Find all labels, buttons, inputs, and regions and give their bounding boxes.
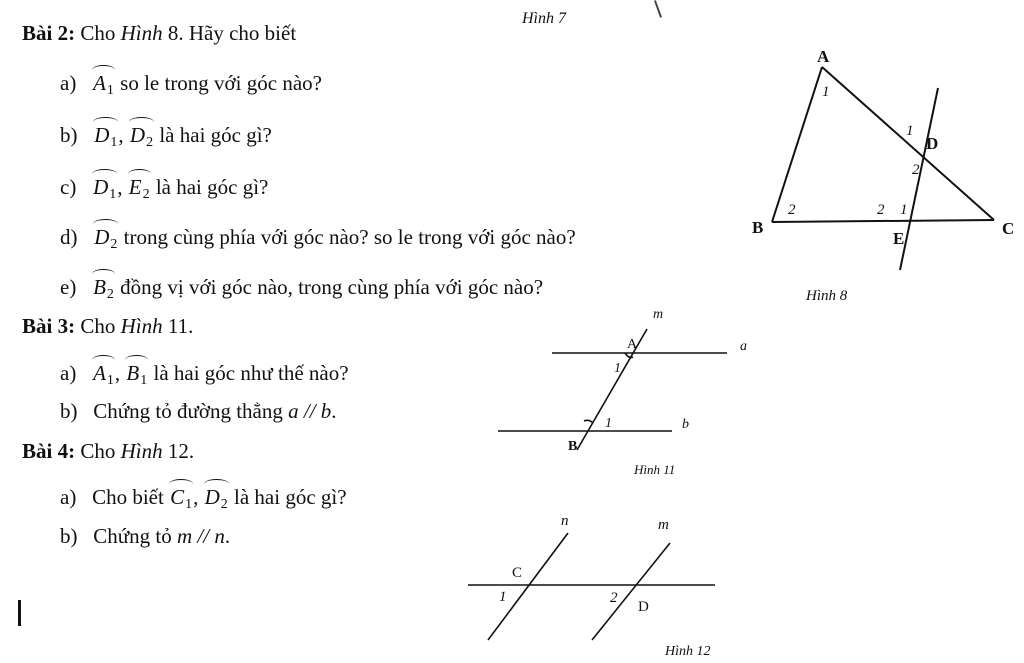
- label-m: m: [653, 307, 664, 322]
- angle-label-D2: 2: [610, 590, 618, 606]
- bai4-a-text: là hai góc gì?: [228, 485, 347, 509]
- angle-symbol: $B_1$: [126, 356, 147, 394]
- bai2-prompt-pre: Cho: [80, 21, 121, 45]
- angle-label-A1: 1: [822, 84, 830, 100]
- line-m: [592, 543, 670, 640]
- bai3-question-b: b) Chứng tỏ đường thẳng a // b.: [60, 399, 337, 423]
- angle-label-B2: 2: [788, 202, 796, 218]
- bai2-question-a: [60, 66, 322, 104]
- text-cursor: [18, 600, 21, 626]
- angle-label-A1: 1: [614, 361, 621, 376]
- angle-symbol: $A_1$: [93, 356, 114, 394]
- bai2-prompt-post: 8. Hãy cho biết: [162, 21, 297, 45]
- bai2-b-marker: b): [60, 123, 78, 147]
- angle-label-D1: 1: [906, 123, 914, 139]
- line-n: [488, 533, 568, 640]
- bai3-heading: Bài 3: Cho Hình 11.: [22, 314, 194, 338]
- label-a: a: [740, 339, 747, 354]
- bai2-c-text: là hai góc gì?: [150, 175, 269, 199]
- bai4-question-a: a) Cho biết $C_1$, $D_2$ là hai góc gì?: [60, 480, 347, 518]
- bai2-b-text: là hai góc gì?: [154, 123, 272, 147]
- angle-symbol: $D_1$: [94, 118, 117, 156]
- bai2-heading: [22, 20, 296, 46]
- label-A: A: [817, 47, 830, 66]
- bai2-d-marker: d): [60, 225, 78, 249]
- figure-7-fragment-line: [654, 0, 662, 18]
- angle-symbol: $C_1$: [170, 480, 192, 518]
- figure-12-caption: Hình 12: [665, 644, 711, 659]
- figure-11-diagram: [490, 300, 770, 480]
- bai2-question-e: [60, 270, 543, 308]
- transversal-DE: [900, 88, 938, 270]
- bai4-a-marker: a): [60, 485, 77, 509]
- side-AC: [822, 67, 994, 220]
- label-B: B: [752, 218, 764, 237]
- label-C: C: [1002, 219, 1015, 238]
- label-n: n: [561, 513, 569, 529]
- angle-symbol: $B_2$: [93, 270, 114, 308]
- angle-symbol: $A_1$: [93, 66, 114, 104]
- angle-label-E2: 2: [877, 202, 885, 218]
- label-E: E: [893, 229, 905, 248]
- label-C: C: [512, 565, 523, 581]
- angle-symbol: $D_2$: [205, 480, 228, 518]
- bai2-d-text: trong cùng phía với góc nào? so le trong với góc nào?: [118, 225, 576, 249]
- label-B: B: [568, 439, 578, 454]
- bai4-question-b: b) Chứng tỏ m // n.: [60, 524, 231, 548]
- angle-symbol: $E_2$: [129, 170, 150, 208]
- figure-12-diagram: [460, 505, 740, 663]
- bai2-prompt-fig: Hình: [120, 21, 163, 45]
- figure-caption-top: Hình 7: [522, 10, 566, 27]
- figure-8-diagram: [740, 40, 1024, 310]
- angle-symbol: $D_2$: [130, 118, 153, 156]
- angle-label-C1: 1: [499, 589, 507, 605]
- side-BC: [772, 220, 994, 222]
- bai2-question-b: b) $D_1$, $D_2$ là hai góc gì?: [60, 118, 272, 156]
- label-m: m: [658, 517, 669, 533]
- bai3-label: Bài 3:: [22, 314, 76, 338]
- angle-symbol: $D_2$: [94, 220, 117, 258]
- bai2-a-marker: a): [60, 71, 77, 95]
- bai2-question-d: [60, 220, 576, 258]
- figure-11-caption: Hình 11: [634, 462, 676, 477]
- bai3-question-a: a) $A_1$, $B_1$ là hai góc như thế nào?: [60, 356, 349, 394]
- bai4-b-marker: b): [60, 524, 78, 548]
- angle-symbol: $D_1$: [93, 170, 116, 208]
- bai2-e-text: đồng vị với góc nào, trong cùng phía với góc nào?: [114, 275, 544, 299]
- bai2-c-marker: c): [60, 175, 77, 199]
- label-A: A: [627, 337, 638, 352]
- bai2-question-c: c) $D_1$, $E_2$ là hai góc gì?: [60, 170, 268, 208]
- side-AB: [772, 67, 822, 222]
- math-parallel: m // n: [176, 524, 225, 548]
- bai4-label: Bài 4:: [22, 439, 76, 463]
- angle-label-B1: 1: [605, 416, 612, 431]
- figure-8-caption: Hình 8: [806, 288, 848, 304]
- bai3-a-text: là hai góc như thế nào?: [148, 361, 349, 385]
- angle-label-E1: 1: [900, 202, 908, 218]
- bai4-heading: Bài 4: Cho Hình 12.: [22, 439, 195, 463]
- label-D: D: [638, 599, 649, 615]
- bai2-a-text: so le trong với góc nào?: [114, 71, 322, 95]
- bai3-b-marker: b): [60, 399, 78, 423]
- bai2-label: Bài 2:: [22, 21, 76, 45]
- angle-label-D2: 2: [912, 162, 920, 178]
- label-b: b: [682, 417, 689, 432]
- label-D: D: [926, 134, 939, 153]
- math-parallel: a // b: [288, 399, 332, 423]
- bai2-e-marker: e): [60, 275, 77, 299]
- bai3-a-marker: a): [60, 361, 77, 385]
